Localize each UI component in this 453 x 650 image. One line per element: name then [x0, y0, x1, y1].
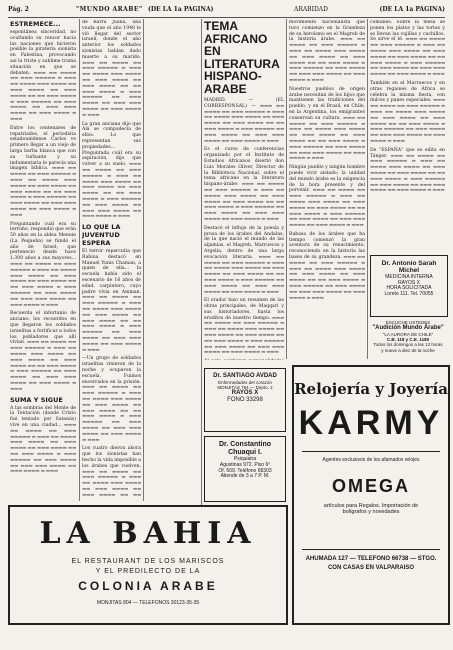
ad-line: C.B. 118 y C.E. 1180	[386, 337, 430, 343]
paragraph: También en el Marruecos y en otras regiones de África se celebra la misma fiesta, con dulces y panes especiales. ▬▬▬ ▬▬ ▬▬▬▬ ▬▬ ▬▬▬ ▬▬▬▬▬ ▬ ▬▬▬ ▬▬ ▬▬▬▬ ▬▬▬ ▬▬▬▬ ▬▬ ▬▬▬ ▬▬▬▬ ▬▬ ▬▬▬ ▬▬▬▬ ▬▬ ▬▬ ▬▬▬ ▬▬▬▬ ▬ ▬▬▬ ▬▬▬▬▬ ▬▬ ▬▬▬ ▬▬▬▬ ▬▬ ▬▬▬ ▬▬▬ ▬▬▬▬ ▬▬ ▬▬▬ ▬▬▬▬ ▬ ▬▬▬	[370, 81, 445, 145]
column-2	[82, 20, 141, 498]
ad-line: Todos los domingos a las 12 horas	[373, 342, 443, 348]
ad-line: Of. 609. Teléfono 68303	[218, 467, 272, 474]
column-1	[10, 20, 76, 498]
ad-karmy-title: Relojería y Joyería	[294, 380, 448, 398]
page-number: Pág. 2	[8, 6, 29, 13]
ad-line: "LA AURORA DE CHILE"	[382, 332, 434, 338]
ad-karmy-branch: CON CASAS EN VALPARAISO	[327, 565, 415, 572]
ad-la-bahia	[8, 505, 288, 625]
paragraph: Nuestros pueblos de origen árabe necesitan de los hijos que mantienen las tradiciones del pueblo, y en el Brasil, en Chile, en la Argentina, los emigrantes conservan su cultura. ▬▬▬ ▬▬ ▬▬▬▬ ▬▬ ▬▬▬ ▬▬▬▬▬ ▬ ▬▬▬ ▬▬ ▬▬▬▬ ▬▬▬ ▬▬▬▬ ▬▬ ▬▬▬ ▬▬▬▬ ▬▬ ▬▬▬ ▬▬▬▬ ▬▬ ▬▬ ▬▬▬ ▬▬▬▬ ▬ ▬▬▬ ▬▬▬▬▬ ▬▬ ▬▬▬ ▬▬▬▬ ▬▬ ▬▬▬ ▬▬▬ ▬▬▬▬ ▬▬ ▬▬▬ ▬▬▬▬ ▬ ▬▬▬	[289, 87, 365, 162]
paragraph: Los cuatro dieron ahora que los sionistas han hecho la vida imposible a los árabes que vuelven. ▬▬▬ ▬▬ ▬▬▬▬ ▬▬ ▬▬▬ ▬▬▬▬▬ ▬ ▬▬▬ ▬▬ ▬▬▬▬ ▬▬▬ ▬▬▬▬ ▬▬ ▬▬▬ ▬▬▬▬ ▬▬ ▬▬▬ ▬▬▬▬ ▬▬ ▬▬ ▬▬▬ ▬▬▬▬ ▬ ▬▬▬ ▬▬▬▬▬ ▬▬ ▬▬▬ ▬▬▬▬ ▬▬ ▬▬▬ ▬▬▬ ▬▬▬▬ ▬▬ ▬▬▬ ▬▬▬▬ ▬ ▬▬▬	[82, 446, 141, 498]
subheading: LO QUE LA JUVENTUD ESPERA	[82, 223, 121, 248]
paragraph: comunes. Sobre la mesa se ponen los platos y las tortas y se llevan las vajillas y cuchillos. Se sirve el té. ▬▬▬ ▬▬ ▬▬▬▬ ▬▬ ▬▬▬ ▬▬▬▬▬ ▬ ▬▬▬ ▬▬ ▬▬▬▬ ▬▬▬ ▬▬▬▬ ▬▬ ▬▬▬ ▬▬▬▬ ▬▬ ▬▬▬ ▬▬▬▬ ▬▬ ▬▬ ▬▬▬ ▬▬▬▬ ▬ ▬▬▬ ▬▬▬▬▬ ▬▬ ▬▬▬ ▬▬▬▬ ▬▬ ▬▬▬ ▬▬▬ ▬▬▬▬ ▬▬ ▬▬▬ ▬▬▬▬ ▬ ▬▬▬	[370, 20, 445, 78]
ad-line: RAYOS X	[231, 390, 259, 397]
ad-karmy-tagline: Agentes exclusivos de los afamados relojes	[322, 457, 420, 464]
ad-line: Agustinas 972. Piso 6º	[219, 461, 271, 468]
ad-line: MEDICINA INTERNA	[385, 273, 433, 280]
ad-karmy-brand: KARMY	[298, 404, 444, 443]
ad-line: y nueve a diez de la noche	[381, 347, 435, 353]
ad-line: Loreto 111. Tel. 70055	[384, 291, 434, 298]
article-title: TEMA AFRICANO EN LITERATURA HISPANO-ARABE	[204, 20, 280, 96]
ad-line: Atiende de 3 a 7 P. M.	[220, 473, 270, 480]
column-3	[204, 20, 284, 360]
ad-line: EL RESTAURANT DE LOS MARISCOS	[71, 557, 225, 565]
ad-line: bolígrafos y novedades	[342, 509, 400, 516]
column-5	[370, 20, 445, 246]
article-heading: ESTREMECE...	[10, 20, 61, 28]
ad-bahia-name: LA BAHIA	[39, 516, 257, 551]
ad-line: RAYOS X	[398, 279, 420, 286]
paragraph: La gran anciana dijo que Alá se compadecía de ellos. Lo que representan sus propiedades... Preguntada cuál era su aspiración, dijo que volver a su suelo. ▬▬▬ ▬▬ ▬▬▬▬ ▬▬ ▬▬▬ ▬▬▬▬▬ ▬ ▬▬▬ ▬▬ ▬▬▬▬ ▬▬▬ ▬▬▬▬ ▬▬ ▬▬▬ ▬▬▬▬ ▬▬ ▬▬▬ ▬▬▬▬ ▬▬ ▬▬ ▬▬▬ ▬▬▬▬ ▬ ▬▬▬ ▬▬▬▬▬ ▬▬ ▬▬▬ ▬▬▬▬ ▬▬ ▬▬▬ ▬▬▬ ▬▬▬▬ ▬▬ ▬▬▬ ▬▬▬▬ ▬ ▬▬▬	[82, 122, 141, 221]
column-4	[289, 20, 365, 360]
ad-doctor-name: Dr. SANTIAGO AVDAD	[213, 373, 277, 379]
ad-divider	[302, 549, 440, 550]
paragraph: Es el curso de conferencias organizado por el Instituto de Estudios Africanos disertó don Luis Morales Oliver, Director de la Biblioteca Nacional, sobre el tema africano en la literatura hispano-árabe. ▬▬▬ ▬▬ ▬▬▬▬ ▬▬ ▬▬▬ ▬▬▬▬▬ ▬ ▬▬▬ ▬▬ ▬▬▬▬ ▬▬▬ ▬▬▬▬ ▬▬ ▬▬▬ ▬▬▬▬ ▬▬ ▬▬▬ ▬▬▬▬ ▬▬ ▬▬ ▬▬▬ ▬▬▬▬ ▬ ▬▬▬ ▬▬▬▬▬ ▬▬ ▬▬▬ ▬▬▬▬ ▬▬ ▬▬▬ ▬▬▬ ▬▬▬▬ ▬▬ ▬▬▬ ▬▬▬▬ ▬ ▬▬▬	[204, 147, 284, 222]
page-header	[8, 6, 445, 16]
paragraph: El orador hizo un resumen de las obras principales, de Maqqari y sus historiadores, hasta los eruditos de nuestro tiempo. ▬▬▬ ▬▬ ▬▬▬▬ ▬▬ ▬▬▬ ▬▬▬▬▬ ▬ ▬▬▬ ▬▬ ▬▬▬▬ ▬▬▬ ▬▬▬▬ ▬▬ ▬▬▬ ▬▬▬▬ ▬▬ ▬▬▬ ▬▬▬▬ ▬▬ ▬▬ ▬▬▬ ▬▬▬▬ ▬ ▬▬▬ ▬▬▬▬▬ ▬▬ ▬▬▬ ▬▬▬▬ ▬▬ ▬▬▬ ▬▬▬ ▬▬▬▬ ▬▬ ▬▬▬ ▬▬▬▬ ▬ ▬▬▬	[204, 298, 284, 356]
ad-avdad	[204, 368, 286, 432]
ad-radio-program	[370, 320, 446, 360]
paragraph: Recuerda el infortunio de anciano: los recuerdos en que llegaron los soldados israelitas a fortificar a todos los pobladores que allí vivían. ▬▬▬ ▬▬ ▬▬▬▬ ▬▬ ▬▬▬ ▬▬▬▬▬ ▬ ▬▬▬ ▬▬ ▬▬▬▬ ▬▬▬ ▬▬▬▬ ▬▬ ▬▬▬ ▬▬▬▬ ▬▬ ▬▬▬ ▬▬▬▬ ▬▬ ▬▬ ▬▬▬ ▬▬▬▬ ▬ ▬▬▬ ▬▬▬▬▬ ▬▬ ▬▬▬ ▬▬▬▬ ▬▬ ▬▬▬ ▬▬▬ ▬▬▬▬ ▬▬ ▬▬▬ ▬▬▬▬ ▬ ▬▬▬	[10, 311, 76, 392]
section-label: ARABIDAD	[294, 6, 328, 13]
paragraph: El terror repercutía que Rabina destacó en Manuel Yunis Chaman, a quien de ella... la escuela había sido el escenario de 16 años de edad, carpintero, cuyo padre vivía en Amman. ▬▬▬ ▬▬ ▬▬▬▬ ▬▬ ▬▬▬ ▬▬▬▬▬ ▬ ▬▬▬ ▬▬ ▬▬▬▬ ▬▬▬ ▬▬▬▬ ▬▬ ▬▬▬ ▬▬▬▬ ▬▬ ▬▬▬ ▬▬▬▬ ▬▬ ▬▬ ▬▬▬ ▬▬▬▬ ▬ ▬▬▬ ▬▬▬▬▬ ▬▬ ▬▬▬ ▬▬▬▬ ▬▬ ▬▬▬ ▬▬▬ ▬▬▬▬ ▬▬ ▬▬▬ ▬▬▬▬ ▬ ▬▬▬	[82, 249, 141, 353]
ad-line: ESCUCHE USTEDES	[385, 320, 431, 325]
ad-line: artículos para Regalos. Importación de	[323, 502, 419, 509]
paragraph: Destacó el influjo de la poesía y prosa de los árabes del Andalus, de la que nació el mundo de las aljamías, el Magreb, Marruecos y Argelia, dentro de una larga evocación literaria. ▬▬▬ ▬▬ ▬▬▬▬ ▬▬ ▬▬▬ ▬▬▬▬▬ ▬ ▬▬▬ ▬▬ ▬▬▬▬ ▬▬▬ ▬▬▬▬ ▬▬ ▬▬▬ ▬▬▬▬ ▬▬ ▬▬▬ ▬▬▬▬ ▬▬ ▬▬ ▬▬▬ ▬▬▬▬ ▬ ▬▬▬ ▬▬▬▬▬ ▬▬ ▬▬▬ ▬▬▬▬ ▬▬ ▬▬▬ ▬▬▬ ▬▬▬▬ ▬▬ ▬▬▬ ▬▬▬▬ ▬ ▬▬▬	[204, 226, 284, 296]
ad-karmy	[292, 365, 450, 625]
paragraph: movimiento nacionalista que tuvo comienzo en la Grandeza de su heroísmo en el Magreb de la historia árabe. ▬▬▬ ▬▬ ▬▬▬▬ ▬▬ ▬▬▬ ▬▬▬▬▬ ▬ ▬▬▬ ▬▬ ▬▬▬▬ ▬▬▬ ▬▬▬▬ ▬▬ ▬▬▬ ▬▬▬▬ ▬▬ ▬▬▬ ▬▬▬▬ ▬▬ ▬▬ ▬▬▬ ▬▬▬▬ ▬ ▬▬▬ ▬▬▬▬▬ ▬▬ ▬▬▬ ▬▬▬▬ ▬▬ ▬▬▬ ▬▬▬ ▬▬▬▬ ▬▬ ▬▬▬ ▬▬▬▬ ▬ ▬▬▬	[289, 20, 365, 84]
paragraph: Preguntando cuál era su terruño, respondió que erán 50 años en la aldea Menuie (La Pequeña) se fundó el año de Israel; que perteneció desde hace 1.300 años a sus mayores... ▬▬▬ ▬▬ ▬▬▬▬ ▬▬ ▬▬▬ ▬▬▬▬▬ ▬ ▬▬▬ ▬▬ ▬▬▬▬ ▬▬▬ ▬▬▬▬ ▬▬ ▬▬▬ ▬▬▬▬ ▬▬ ▬▬▬ ▬▬▬▬ ▬▬ ▬▬ ▬▬▬ ▬▬▬▬ ▬ ▬▬▬ ▬▬▬▬▬ ▬▬ ▬▬▬ ▬▬▬▬ ▬▬ ▬▬▬ ▬▬▬ ▬▬▬▬ ▬▬ ▬▬▬ ▬▬▬▬ ▬ ▬▬▬	[10, 222, 76, 309]
paragraph: espontánea sinceridad, no ocultando su rencor hacia las naciones que hicieron posible la piratería sionista en Palestina, provocando así la triste y sublime trama situación en que se debaten. ▬▬▬ ▬▬ ▬▬▬▬ ▬▬ ▬▬▬ ▬▬▬▬▬ ▬ ▬▬▬ ▬▬ ▬▬▬▬ ▬▬▬ ▬▬▬▬ ▬▬ ▬▬▬ ▬▬▬▬ ▬▬ ▬▬▬ ▬▬▬▬ ▬▬ ▬▬ ▬▬▬ ▬▬▬▬ ▬ ▬▬▬ ▬▬▬▬▬ ▬▬ ▬▬▬ ▬▬▬▬ ▬▬ ▬▬▬ ▬▬▬ ▬▬▬▬ ▬▬ ▬▬▬ ▬▬▬▬ ▬ ▬▬▬	[10, 30, 76, 123]
paragraph: —Un grupo de soldados israelitas vinieron de la noche y ocuparon la escuela. Fuimos encerrados en la prisión. ▬▬▬ ▬▬ ▬▬▬▬ ▬▬ ▬▬▬ ▬▬▬▬▬ ▬ ▬▬▬ ▬▬ ▬▬▬▬ ▬▬▬ ▬▬▬▬ ▬▬ ▬▬▬ ▬▬▬▬ ▬▬ ▬▬▬ ▬▬▬▬ ▬▬ ▬▬ ▬▬▬ ▬▬▬▬ ▬ ▬▬▬ ▬▬▬▬▬ ▬▬ ▬▬▬ ▬▬▬▬ ▬▬ ▬▬▬ ▬▬▬ ▬▬▬▬ ▬▬ ▬▬▬ ▬▬▬▬ ▬ ▬▬▬	[82, 356, 141, 443]
paragraph: Entre los centenares de repatriados, el periodista estadounidense Carlos ve primero llegar a un viejo de larga barba blanca que con su turbante y su indumentaria le parecía una imagen bíblica. ▬▬▬ ▬▬ ▬▬▬▬ ▬▬ ▬▬▬ ▬▬▬▬▬ ▬ ▬▬▬ ▬▬ ▬▬▬▬ ▬▬▬ ▬▬▬▬ ▬▬ ▬▬▬ ▬▬▬▬ ▬▬ ▬▬▬ ▬▬▬▬ ▬▬ ▬▬ ▬▬▬ ▬▬▬▬ ▬ ▬▬▬ ▬▬▬▬▬ ▬▬ ▬▬▬ ▬▬▬▬ ▬▬ ▬▬▬ ▬▬▬ ▬▬▬▬ ▬▬ ▬▬▬ ▬▬▬▬ ▬ ▬▬▬	[10, 126, 76, 219]
ad-michel	[370, 255, 448, 317]
subheading: SUMA Y SIGUE	[10, 395, 63, 404]
header-rule	[8, 17, 445, 18]
ad-line: FONO 33298	[227, 397, 263, 404]
ad-divider	[302, 451, 440, 452]
paper-name: "MUNDO ARABE"	[76, 6, 143, 13]
ad-line: Psiquiatra	[233, 456, 257, 463]
paragraph: A las sombras del Monte de la Tentación (donde Cristo fué tentado por Satanás) vive en una ciudad... ▬▬▬ ▬▬ ▬▬▬▬ ▬▬ ▬▬▬ ▬▬▬▬▬ ▬ ▬▬▬ ▬▬ ▬▬▬▬ ▬▬▬ ▬▬▬▬ ▬▬ ▬▬▬ ▬▬▬▬ ▬▬ ▬▬▬ ▬▬▬▬ ▬▬ ▬▬ ▬▬▬ ▬▬▬▬ ▬ ▬▬▬ ▬▬▬▬▬ ▬▬ ▬▬▬ ▬▬▬▬ ▬▬ ▬▬▬ ▬▬▬ ▬▬▬▬ ▬▬ ▬▬▬ ▬▬▬▬ ▬ ▬▬▬	[10, 406, 76, 476]
continued-label-right: (DE LA 1a PAGINA)	[379, 6, 445, 13]
ad-line: HORA SOLICITADA	[386, 285, 432, 292]
paragraph	[204, 359, 284, 360]
column-divider	[367, 19, 368, 359]
ad-doctor-name: Dr. Antonio Sarah Michel	[381, 260, 437, 275]
ad-chuaqui	[204, 436, 286, 502]
ad-doctor-name: Dr. Constantino Chuaqui I.	[218, 441, 272, 457]
paragraph: Ningún pueblo y ningún hombre puede vivir aislado; la unidad del mundo árabe es la exigencia de la hora presente y del porvenir. ▬▬▬ ▬▬ ▬▬▬▬ ▬▬ ▬▬▬ ▬▬▬▬▬ ▬ ▬▬▬ ▬▬ ▬▬▬▬ ▬▬▬ ▬▬▬▬ ▬▬ ▬▬▬ ▬▬▬▬ ▬▬ ▬▬▬ ▬▬▬▬ ▬▬ ▬▬ ▬▬▬ ▬▬▬▬ ▬ ▬▬▬ ▬▬▬▬▬ ▬▬ ▬▬▬ ▬▬▬▬ ▬▬ ▬▬▬ ▬▬▬ ▬▬▬▬ ▬▬ ▬▬▬ ▬▬▬▬ ▬ ▬▬▬	[289, 165, 365, 229]
ad-omega-brand: OMEGA	[331, 476, 410, 497]
column-divider	[143, 19, 144, 501]
ad-line: COLONIA ARABE	[78, 578, 218, 593]
paragraph: de Barra Juana, una viuda que el año 1948 le vió llegar del sector israelí, donde el año anterior los soldados sionistas habían dado muerte a su marido. ▬▬▬ ▬▬ ▬▬▬▬ ▬▬ ▬▬▬ ▬▬▬▬▬ ▬ ▬▬▬ ▬▬ ▬▬▬▬ ▬▬▬ ▬▬▬▬ ▬▬ ▬▬▬ ▬▬▬▬ ▬▬ ▬▬▬ ▬▬▬▬ ▬▬ ▬▬ ▬▬▬ ▬▬▬▬ ▬ ▬▬▬ ▬▬▬▬▬ ▬▬ ▬▬▬ ▬▬▬▬ ▬▬ ▬▬▬ ▬▬▬ ▬▬▬▬ ▬▬ ▬▬▬ ▬▬▬▬ ▬ ▬▬▬	[82, 20, 141, 119]
ad-bahia-address: MONJITAS 804 — TELEFONOS 30123-35-35	[96, 600, 200, 607]
column-divider	[286, 19, 287, 359]
continued-label: (DE LA 1a PAGINA)	[148, 6, 214, 13]
ad-program-name: "Audición Mundo Árabe"	[372, 325, 444, 332]
column-divider	[79, 19, 80, 501]
ad-line: Enfermedades del corazón	[218, 379, 272, 385]
ad-line: Y EL PREDILECTO DE LA	[95, 567, 201, 575]
paragraph: Rabasa de los árabes que ha tiempo comenzó la gran aventura de su renacimiento, reconociendo en la historia las bases de su grandeza. ▬▬▬ ▬▬ ▬▬▬▬ ▬▬ ▬▬▬ ▬▬▬▬▬ ▬ ▬▬▬ ▬▬ ▬▬▬▬ ▬▬▬ ▬▬▬▬ ▬▬ ▬▬▬ ▬▬▬▬ ▬▬ ▬▬▬ ▬▬▬▬ ▬▬ ▬▬ ▬▬▬ ▬▬▬▬ ▬ ▬▬▬ ▬▬▬▬▬ ▬▬ ▬▬▬ ▬▬▬▬ ▬▬ ▬▬▬ ▬▬▬ ▬▬▬▬ ▬▬ ▬▬▬ ▬▬▬▬ ▬ ▬▬▬	[289, 232, 365, 302]
ad-karmy-address: AHUMADA 127 — TELEFONO 66738 — STGO.	[305, 556, 437, 563]
dateline: MADRID. — (EL CORRESPONSAL) — ▬▬▬ ▬▬ ▬▬▬▬ ▬▬ ▬▬▬ ▬▬▬▬▬ ▬ ▬▬▬ ▬▬ ▬▬▬▬ ▬▬▬ ▬▬▬▬ ▬▬ ▬▬▬ ▬▬▬▬ ▬▬ ▬▬▬ ▬▬▬▬ ▬▬ ▬▬ ▬▬▬ ▬▬▬▬ ▬ ▬▬▬ ▬▬▬▬▬ ▬▬ ▬▬▬ ▬▬▬▬ ▬▬ ▬▬▬ ▬▬▬ ▬▬▬▬ ▬▬ ▬▬▬ ▬▬▬▬ ▬ ▬▬▬	[204, 98, 284, 144]
ad-line: MONJITAS 764 — Depto. 2	[217, 385, 273, 391]
source-note: De "ESPAÑA" que se edita en Tánger. ▬▬▬ ▬▬ ▬▬▬▬ ▬▬ ▬▬▬ ▬▬▬▬▬ ▬ ▬▬▬ ▬▬ ▬▬▬▬ ▬▬▬ ▬▬▬▬ ▬▬ ▬▬▬ ▬▬▬▬ ▬▬ ▬▬▬ ▬▬▬▬ ▬▬ ▬▬ ▬▬▬ ▬▬▬▬ ▬ ▬▬▬ ▬▬▬▬▬ ▬▬ ▬▬▬ ▬▬▬▬ ▬▬ ▬▬▬ ▬▬▬ ▬▬▬▬ ▬▬ ▬▬▬ ▬▬▬▬ ▬ ▬▬▬	[370, 148, 445, 194]
